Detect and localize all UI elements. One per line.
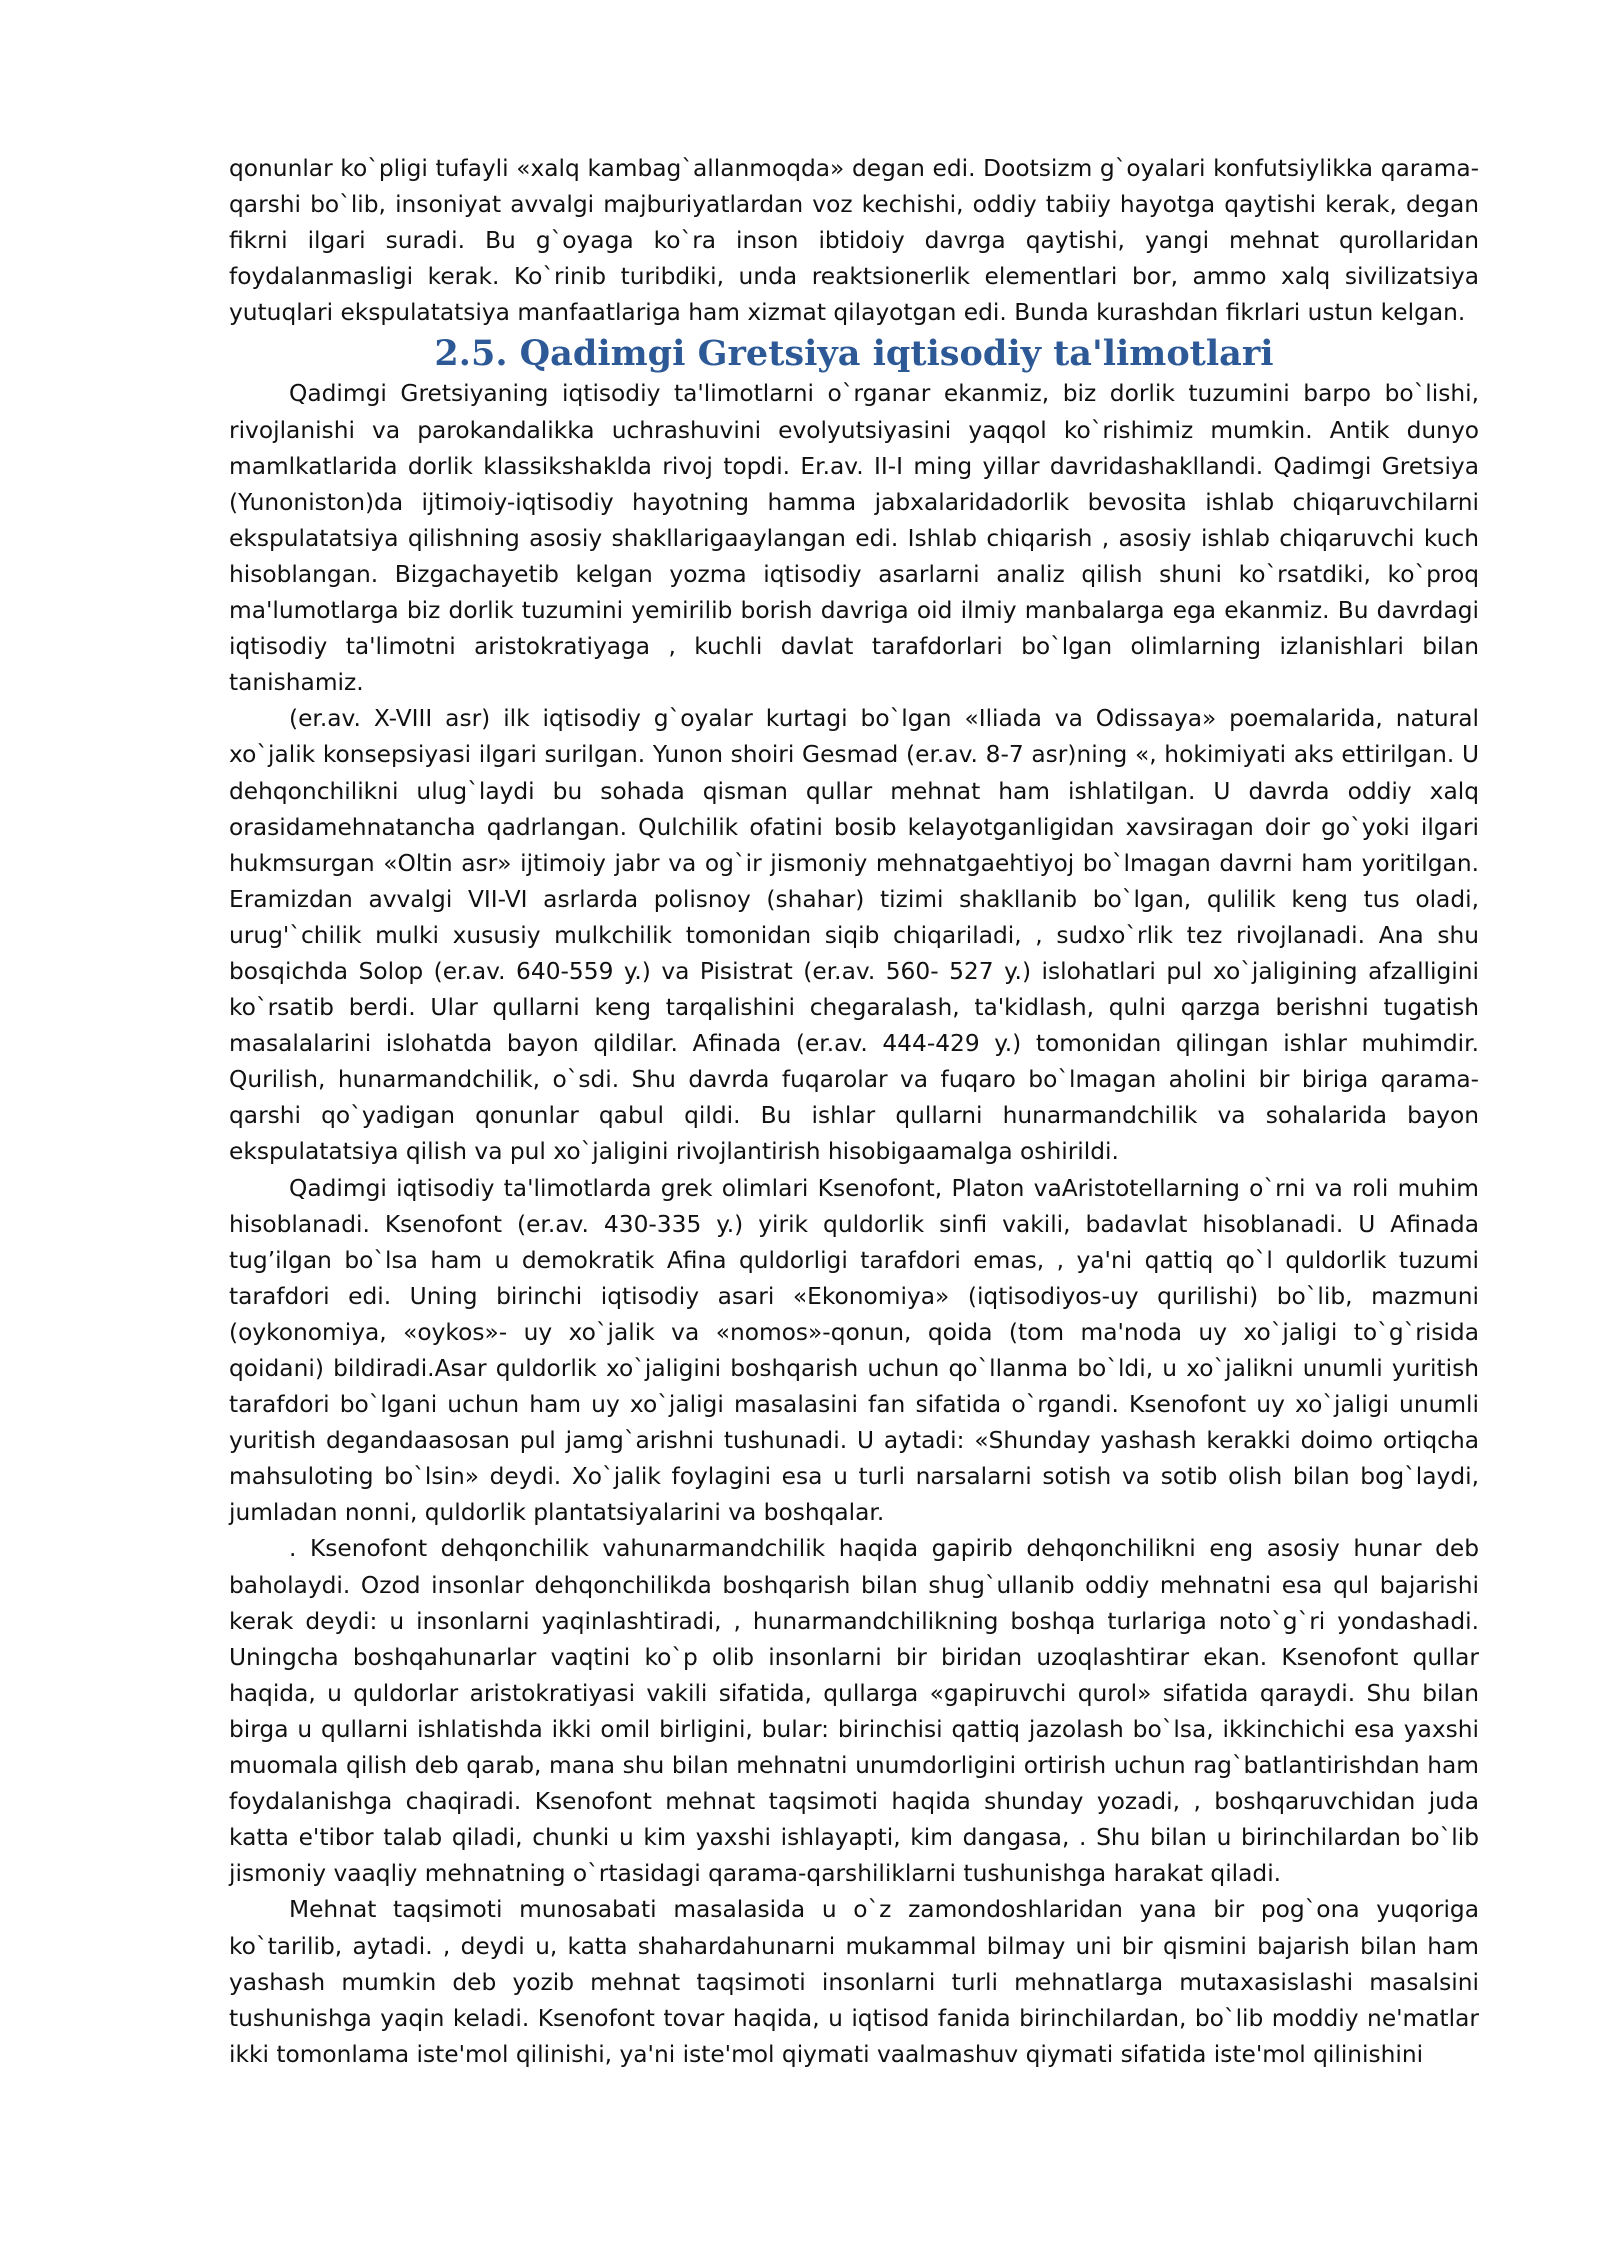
document-page	[229, 151, 1479, 2073]
paragraph: . Ksenofont dehqonchilik vahunarmandchilik haqida gapirib dehqonchilikni eng asosiy hunar deb baholaydi. Ozod insonlar dehqonchilikda boshqarish bilan shug`ullanib oddiy mehnatni esa qul bajarishi kerak deydi: u insonlarni yaqinlashtiradi, , hunarmandchilikning boshqa turlariga noto`g`ri yondashadi. Uningcha boshqahunarlar vaqtini ko`p olib insonlarni bir biridan uzoqlashtirar ekan. Ksenofont qullar haqida, u quldorlar aristokratiyasi vakili sifatida, qullarga «gapiruvchi qurol» sifatida qaraydi. Shu bilan birga u qullarni ishlatishda ikki omil birligini, bular: birinchisi qattiq jazolash bo`lsa, ikkinchichi esa yaxshi muomala qilish deb qarab, mana shu bilan mehnatni unumdorligini ortirish uchun rag`batlantirishdan ham foydalanishga chaqiradi. Ksenofont mehnat taqsimoti haqida shunday yozadi, , boshqaruvchidan juda katta e'tibor talab qiladi, chunki u kim yaxshi ishlayapti, kim dangasa, . Shu bilan u birinchilardan bo`lib jismoniy vaaqliy mehnatning o`rtasidagi qarama-qarshiliklarni tushunishga harakat qiladi.	[229, 1535, 1479, 1888]
paragraph: Qadimgi Gretsiyaning iqtisodiy ta'limotlarni o`rganar ekanmiz, biz dorlik tuzumini barpo bo`lishi, rivojlanishi va parokandalikka uchrashuvini evolyutsiyasini yaqqol ko`rishimiz mumkin. Antik dunyo mamlkatlarida dorlik klassikshaklda rivoj topdi. Er.av. II-I ming yillar davridashakllandi. Qadimgi Gretsiya (Yunoniston)da ijtimoiy-iqtisodiy hayotning hamma jabxalaridadorlik bevosita ishlab chiqaruvchilarni ekspulatatsiya qilishning asosiy shakllarigaaylangan edi. Ishlab chiqarish , asosiy ishlab chiqaruvchi kuch hisoblangan. Bizgachayetib kelgan yozma iqtisodiy asarlarni analiz qilish shuni ko`rsatdiki, ko`proq ma'lumotlarga biz dorlik tuzumini yemirilib borish davriga oid ilmiy manbalarga ega ekanmiz. Bu davrdagi iqtisodiy ta'limotni aristokratiyaga , kuchli davlat tarafdorlari bo`lgan olimlarning izlanishlari bilan tanishamiz.	[229, 380, 1479, 697]
paragraph: (er.av. X-VIII asr) ilk iqtisodiy g`oyalar kurtagi bo`lgan «Iliada va Odissaya» poemalarida, natural xo`jalik konsepsiyasi ilgari surilgan. Yunon shoiri Gesmad (er.av. 8-7 asr)ning «, hokimiyati aks ettirilgan. U dehqonchilikni ulug`laydi bu sohada qisman qullar mehnat ham ishlatilgan. U davrda oddiy xalq orasidamehnatancha qadrlangan. Qulchilik ofatini bosib kelayotganligidan xavsiragan doir go`yoki ilgari hukmsurgan «Oltin asr» ijtimoiy jabr va og`ir jismoniy mehnatgaehtiyoj bo`lmagan davrni ham yoritilgan. Eramizdan avvalgi VII-VI asrlarda polisnoy (shahar) tizimi shakllanib bo`lgan, qulilik keng tus oladi, urug'`chilik mulki xususiy mulkchilik tomonidan siqib chiqariladi, , sudxo`rlik tez rivojlanadi. Ana shu bosqichda Solop (er.av. 640-559 y.) va Pisistrat (er.av. 560- 527 y.) islohatlari pul xo`jaligining afzalligini ko`rsatib berdi. Ular qullarni keng tarqalishini chegaralash, ta'kidlash, qulni qarzga berishni tugatish masalalarini islohatda bayon qildilar. Afinada (er.av. 444-429 y.) tomonidan qilingan ishlar muhimdir. Qurilish, hunarmandchilik, o`sdi. Shu davrda fuqarolar va fuqaro bo`lmagan aholini bir biriga qarama-qarshi qo`yadigan qonunlar qabul qildi. Bu ishlar qullarni hunarmandchilik va sohalarida bayon ekspulatatsiya qilish va pul xo`jaligini rivojlantirish hisobigaamalga oshirildi.	[229, 705, 1479, 1166]
intro-paragraph: qonunlar ko`pligi tufayli «xalq kambag`allanmoqda» degan edi. Dootsizm g`oyalari konfutsiylikka qarama-qarshi bo`lib, insoniyat avvalgi majburiyatlardan voz kechishi, oddiy tabiiy hayotga qaytishi kerak, degan fikrni ilgari suradi. Bu g`oyaga ko`ra inson ibtidoiy davrga qaytishi, yangi mehnat qurollaridan foydalanmasligi kerak. Ko`rinib turibdiki, unda reaktsionerlik elementlari bor, ammo xalq sivilizatsiya yutuqlari ekspulatatsiya manfaatlariga ham xizmat qilayotgan edi. Bunda kurashdan fikrlari ustun kelgan.	[229, 155, 1479, 327]
paragraph: Qadimgi iqtisodiy ta'limotlarda grek olimlari Ksenofont, Platon vaAristotellarning o`rni va roli muhim hisoblanadi. Ksenofont (er.av. 430-335 y.) yirik quldorlik sinfi vakili, badavlat hisoblanadi. U Afinada tug’ilgan bo`lsa ham u demokratik Afina quldorligi tarafdori emas, , ya'ni qattiq qo`l quldorlik tuzumi tarafdori edi. Uning birinchi iqtisodiy asari «Ekonomiya» (iqtisodiyos-uy qurilishi) bo`lib, mazmuni (oykonomiya, «oykos»- uy xo`jalik va «nomos»-qonun, qoida (tom ma'noda uy xo`jaligi to`g`risida qoidani) bildiradi.Asar quldorlik xo`jaligini boshqarish uchun qo`llanma bo`ldi, u xo`jalikni unumli yuritish tarafdori bo`lgani uchun ham uy xo`jaligi masalasini fan sifatida o`rgandi. Ksenofont uy xo`jaligi unumli yuritish degandaasosan pul jamg`arishni tushunadi. U aytadi: «Shunday yashash kerakki doimo ortiqcha mahsuloting bo`lsin» deydi. Xo`jalik foylagini esa u turli narsalarni sotish va sotib olish bilan bog`laydi, jumladan nonni, quldorlik plantatsiyalarini va boshqalar.	[229, 1174, 1479, 1527]
paragraph: Mehnat taqsimoti munosabati masalasida u o`z zamondoshlaridan yana bir pog`ona yuqoriga ko`tarilib, aytadi. , deydi u, katta shahardahunarni mukammal bilmay uni bir qismini bajarish bilan ham yashash mumkin deb yozib mehnat taqsimoti insonlarni turli mehnatlarga mutaxasislashi masalsini tushunishga yaqin keladi. Ksenofont tovar haqida, u iqtisod fanida birinchilardan, bo`lib moddiy ne'matlar ikki tomonlama iste'mol qilinishi, ya'ni iste'mol qiymati vaalmashuv qiymati sifatida iste'mol qilinishini	[229, 1896, 1479, 2068]
section-heading: 2.5. Qadimgi Gretsiya iqtisodiy ta'limotlari	[434, 333, 1274, 375]
